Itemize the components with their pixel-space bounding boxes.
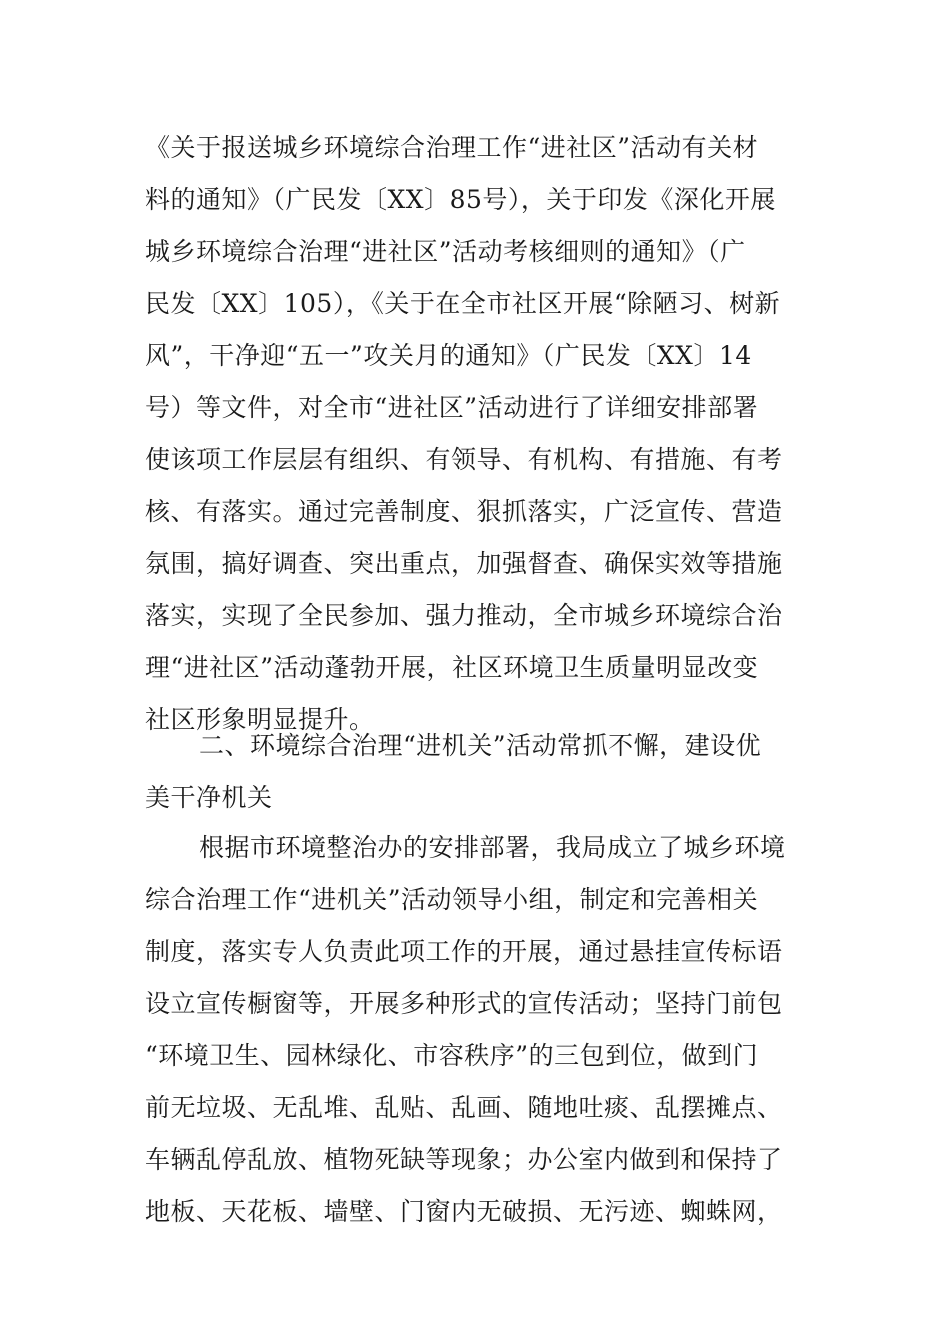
text-line: 氛围，搞好调查、突出重点，加强督查、确保实效等措施: [145, 549, 783, 578]
text-line: 理“进社区”活动蓬勃开展，社区环境卫生质量明显改变: [145, 653, 759, 682]
text-line: 号）等文件，对全市“进社区”活动进行了详细安排部署: [145, 393, 759, 422]
text-line: 社区形象明显提升。: [145, 705, 375, 734]
heading-line: 美干净机关: [145, 783, 273, 812]
text-line: 落实，实现了全民参加、强力推动，全市城乡环境综合治: [145, 601, 783, 630]
text-line: 根据市环境整治办的安排部署，我局成立了城乡环境: [199, 833, 786, 862]
text-line: 制度，落实专人负责此项工作的开展，通过悬挂宣传标语: [145, 937, 783, 966]
text-line: “环境卫生、园林绿化、市容秩序”的三包到位，做到门: [145, 1041, 759, 1070]
text-line: 地板、天花板、墙壁、门窗内无破损、无污迹、蜘蛛网，: [145, 1197, 783, 1226]
text-line: 料的通知》（广民发〔XX〕85号），关于印发《深化开展: [145, 185, 776, 214]
heading-line: 二、环境综合治理“进机关”活动常抓不懈，建设优: [199, 731, 762, 760]
text-line: 综合治理工作“进机关”活动领导小组，制定和完善相关: [145, 885, 759, 914]
section-heading-2: [145, 720, 810, 824]
text-line: 民发〔XX〕105），《关于在全市社区开展“除陋习、树新: [145, 289, 781, 318]
text-line: 车辆乱停乱放、植物死缺等现象；办公室内做到和保持了: [145, 1145, 783, 1174]
paragraph-1: [145, 122, 810, 746]
text-line: 风”，干净迎“五一”攻关月的通知》（广民发〔XX〕14: [145, 341, 752, 370]
text-line: 核、有落实。通过完善制度、狠抓落实，广泛宣传、营造: [145, 497, 783, 526]
text-line: 城乡环境综合治理“进社区”活动考核细则的通知》（广: [145, 237, 746, 266]
text-line: 《关于报送城乡环境综合治理工作“进社区”活动有关材: [145, 133, 759, 162]
text-line: 前无垃圾、无乱堆、乱贴、乱画、随地吐痰、乱摆摊点、: [145, 1093, 783, 1122]
text-line: 使该项工作层层有组织、有领导、有机构、有措施、有考: [145, 445, 783, 474]
text-line: 设立宣传橱窗等，开展多种形式的宣传活动；坚持门前包: [145, 989, 783, 1018]
paragraph-2: [145, 822, 810, 1238]
